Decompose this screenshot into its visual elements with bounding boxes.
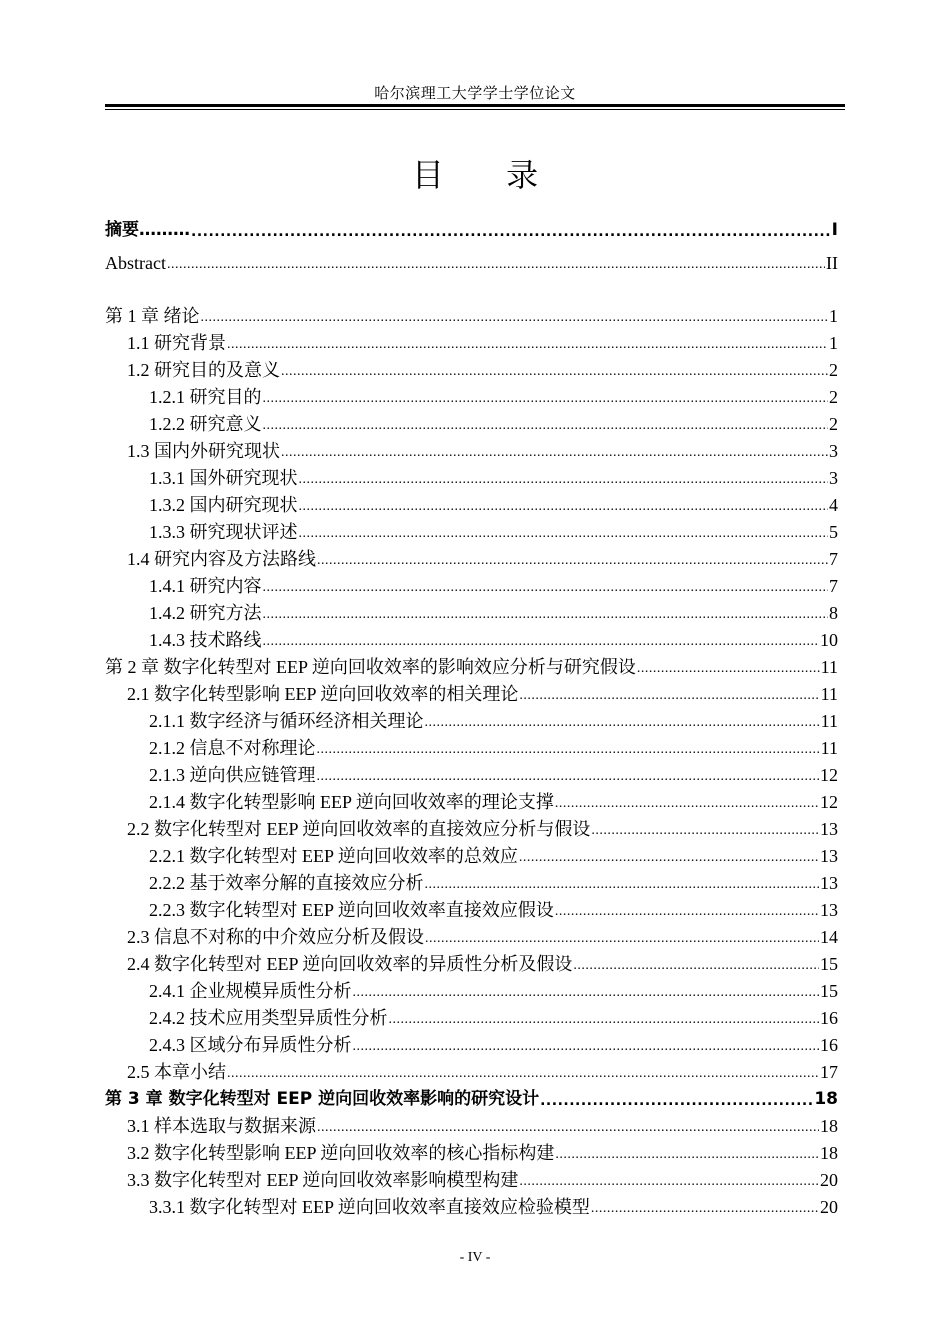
toc-leader-dots xyxy=(555,1145,819,1165)
toc-leader-dots xyxy=(540,1091,813,1111)
toc-entry-label: 第 2 章 数字化转型对 EEP 逆向回收效率的影响效应分析与研究假设 xyxy=(105,657,636,677)
toc-entry-page: 11 xyxy=(820,684,838,704)
toc-entry[interactable] xyxy=(105,251,838,275)
toc-entry[interactable] xyxy=(127,925,838,949)
toc-entry-page: 12 xyxy=(820,765,838,785)
toc-entry-page: 5 xyxy=(829,522,838,542)
toc-entry[interactable] xyxy=(149,520,838,544)
toc-entry[interactable] xyxy=(149,898,838,922)
toc-entry-page: 13 xyxy=(820,819,838,839)
toc-entry[interactable] xyxy=(149,871,838,895)
toc-entry-label: 1.2 研究目的及意义 xyxy=(127,360,280,380)
toc-entry-page: 12 xyxy=(820,792,838,812)
toc-leader-dots xyxy=(637,659,820,679)
toc-entry-label: 1.4.2 研究方法 xyxy=(149,603,262,623)
toc-entry[interactable] xyxy=(149,979,838,1003)
toc-entry-page: 18 xyxy=(820,1143,838,1163)
toc-leader-dots xyxy=(317,767,820,787)
toc-leader-dots xyxy=(263,632,820,652)
toc-entry-label: 2.4.3 区域分布异质性分析 xyxy=(149,1035,352,1055)
toc-entry[interactable] xyxy=(149,1195,838,1219)
toc-leader-dots xyxy=(317,740,820,760)
page-number: - IV - xyxy=(459,1250,491,1265)
toc-leader-dots xyxy=(573,956,819,976)
header-rule-thin xyxy=(105,109,845,110)
toc-entry-page: 2 xyxy=(829,387,838,407)
toc-leader-dots xyxy=(519,1172,819,1192)
toc-entry[interactable] xyxy=(127,547,838,571)
toc-entry-label: 3.1 样本选取与数据来源 xyxy=(127,1116,316,1136)
toc-entry[interactable] xyxy=(149,709,838,733)
toc-entry[interactable] xyxy=(149,1033,838,1057)
toc-entry-label: 1.1 研究背景 xyxy=(127,333,226,353)
toc-leader-dots xyxy=(389,1010,820,1030)
toc-leader-dots xyxy=(519,686,819,706)
toc-entry[interactable] xyxy=(149,385,838,409)
toc-entry-page: 7 xyxy=(829,549,838,569)
toc-entry[interactable] xyxy=(127,439,838,463)
toc-entry[interactable] xyxy=(127,1141,838,1165)
toc-entry-page: 1 xyxy=(829,333,838,353)
toc-entry[interactable] xyxy=(149,574,838,598)
toc-entry-label: 2.4.2 技术应用类型异质性分析 xyxy=(149,1008,388,1028)
toc-entry[interactable] xyxy=(149,412,838,436)
toc-entry-label: 3.2 数字化转型影响 EEP 逆向回收效率的核心指标构建 xyxy=(127,1143,555,1163)
toc-entry-label: 2.2.3 数字化转型对 EEP 逆向回收效率直接效应假设 xyxy=(149,900,554,920)
toc-entry-label: 3.3.1 数字化转型对 EEP 逆向回收效率直接效应检验模型 xyxy=(149,1197,590,1217)
toc-entry-page: 3 xyxy=(829,441,838,461)
toc-entry-label: 2.2.1 数字化转型对 EEP 逆向回收效率的总效应 xyxy=(149,846,518,866)
toc-entry[interactable] xyxy=(149,1006,838,1030)
toc-entry-label: 2.1.4 数字化转型影响 EEP 逆向回收效率的理论支撑 xyxy=(149,792,554,812)
toc-leader-dots xyxy=(555,794,819,814)
toc-leader-dots xyxy=(263,578,829,598)
running-header: 哈尔滨理工大学学士学位论文 xyxy=(374,86,576,102)
toc-leader-dots xyxy=(263,605,829,625)
toc-entry[interactable] xyxy=(149,844,838,868)
toc-leader-dots xyxy=(299,470,829,490)
toc-entry-page: 11 xyxy=(820,657,838,677)
toc-leader-dots xyxy=(353,1037,820,1057)
toc-entry-label: 1.3.1 国外研究现状 xyxy=(149,468,298,488)
toc-entry-page: I xyxy=(831,220,838,240)
toc-entry-label: 1.4.3 技术路线 xyxy=(149,630,262,650)
toc-leader-dots xyxy=(263,416,829,436)
toc-entry-page: 11 xyxy=(820,738,838,758)
toc-entry-page: 14 xyxy=(820,927,838,947)
toc-entry[interactable] xyxy=(127,331,838,355)
header-rule-thick xyxy=(105,104,845,107)
toc-leader-dots xyxy=(425,875,820,895)
toc-entry[interactable] xyxy=(127,952,838,976)
toc-entry-label: 摘要……… xyxy=(105,220,190,240)
toc-entry-label: Abstract xyxy=(105,253,166,273)
toc-entry[interactable] xyxy=(105,655,838,679)
toc-entry[interactable] xyxy=(127,1060,838,1084)
toc-entry-label: 2.3 信息不对称的中介效应分析及假设 xyxy=(127,927,424,947)
toc-entry-page: 16 xyxy=(820,1035,838,1055)
toc-leader-dots xyxy=(591,1199,819,1219)
toc-entry-label: 第 3 章 数字化转型对 EEP 逆向回收效率影响的研究设计 xyxy=(105,1089,540,1109)
toc-entry[interactable] xyxy=(127,358,838,382)
toc-leader-dots xyxy=(425,929,819,949)
toc-entry-label: 2.4 数字化转型对 EEP 逆向回收效率的异质性分析及假设 xyxy=(127,954,573,974)
toc-leader-dots xyxy=(591,821,819,841)
toc-entry[interactable] xyxy=(149,628,838,652)
toc-entry-page: 16 xyxy=(820,1008,838,1028)
toc-entry-label: 3.3 数字化转型对 EEP 逆向回收效率影响模型构建 xyxy=(127,1170,519,1190)
toc-entry-page: 10 xyxy=(820,630,838,650)
toc-entry[interactable] xyxy=(127,682,838,706)
toc-leader-dots xyxy=(555,902,819,922)
toc-leader-dots xyxy=(299,497,829,517)
toc-entry-page: 8 xyxy=(829,603,838,623)
toc-leader-dots xyxy=(201,308,829,328)
toc-leader-dots xyxy=(281,362,828,382)
toc-entry-page: II xyxy=(826,253,838,273)
toc-entry-page: 2 xyxy=(829,414,838,434)
toc-entry-label: 1.4 研究内容及方法路线 xyxy=(127,549,316,569)
toc-leader-dots xyxy=(317,551,828,571)
toc-entry-page: 13 xyxy=(820,873,838,893)
toc-entry[interactable] xyxy=(127,1114,838,1138)
toc-entry-page: 18 xyxy=(820,1116,838,1136)
toc-entry-page: 4 xyxy=(829,495,838,515)
toc-leader-dots xyxy=(317,1118,819,1138)
toc-entry-label: 2.1 数字化转型影响 EEP 逆向回收效率的相关理论 xyxy=(127,684,519,704)
toc-entry-label: 2.4.1 企业规模异质性分析 xyxy=(149,981,352,1001)
toc-entry-page: 2 xyxy=(829,360,838,380)
toc-entry-label: 2.1.2 信息不对称理论 xyxy=(149,738,316,758)
toc-entry[interactable] xyxy=(149,790,838,814)
toc-entry-page: 1 xyxy=(829,306,838,326)
toc-entry-page: 7 xyxy=(829,576,838,596)
toc-entry[interactable] xyxy=(105,304,838,328)
toc-entry-page: 18 xyxy=(814,1089,838,1109)
toc-entry[interactable] xyxy=(127,817,838,841)
toc-leader-dots xyxy=(353,983,820,1003)
toc-leader-dots xyxy=(263,389,829,409)
toc-entry[interactable] xyxy=(105,1087,838,1111)
toc-entry-label: 1.2.1 研究目的 xyxy=(149,387,262,407)
toc-entry-page: 15 xyxy=(820,954,838,974)
toc-leader-dots xyxy=(227,1064,819,1084)
toc-entry[interactable] xyxy=(149,601,838,625)
toc-leader-dots xyxy=(167,255,825,275)
toc-leader-dots xyxy=(425,713,820,733)
toc-entry-label: 1.3 国内外研究现状 xyxy=(127,441,280,461)
toc-entry[interactable] xyxy=(127,1168,838,1192)
toc-entry[interactable] xyxy=(105,218,838,242)
toc-leader-dots xyxy=(299,524,829,544)
toc-leader-dots xyxy=(519,848,819,868)
toc-leader-dots xyxy=(191,222,831,242)
toc-entry-label: 2.2.2 基于效率分解的直接效应分析 xyxy=(149,873,424,893)
toc-entry-page: 20 xyxy=(820,1170,838,1190)
toc-entry-label: 1.4.1 研究内容 xyxy=(149,576,262,596)
toc-entry-label: 2.1.3 逆向供应链管理 xyxy=(149,765,316,785)
toc-leader-dots xyxy=(227,335,828,355)
page-title: 目 录 xyxy=(411,156,565,194)
toc-leader-dots xyxy=(281,443,828,463)
toc-entry-page: 3 xyxy=(829,468,838,488)
toc-entry-page: 11 xyxy=(820,711,838,731)
toc-entry[interactable] xyxy=(149,493,838,517)
toc-entry-label: 1.2.2 研究意义 xyxy=(149,414,262,434)
toc-entry[interactable] xyxy=(149,466,838,490)
toc-entry[interactable] xyxy=(149,763,838,787)
toc-entry-label: 2.5 本章小结 xyxy=(127,1062,226,1082)
toc-entry-page: 13 xyxy=(820,900,838,920)
toc-entry-label: 1.3.3 研究现状评述 xyxy=(149,522,298,542)
toc-entry-page: 17 xyxy=(820,1062,838,1082)
toc-entry-label: 第 1 章 绪论 xyxy=(105,306,200,326)
toc-entry-page: 15 xyxy=(820,981,838,1001)
toc-entry-label: 1.3.2 国内研究现状 xyxy=(149,495,298,515)
toc-entry-label: 2.1.1 数字经济与循环经济相关理论 xyxy=(149,711,424,731)
toc-entry-page: 20 xyxy=(820,1197,838,1217)
toc-entry[interactable] xyxy=(149,736,838,760)
toc-entry-page: 13 xyxy=(820,846,838,866)
toc-entry-label: 2.2 数字化转型对 EEP 逆向回收效率的直接效应分析与假设 xyxy=(127,819,591,839)
